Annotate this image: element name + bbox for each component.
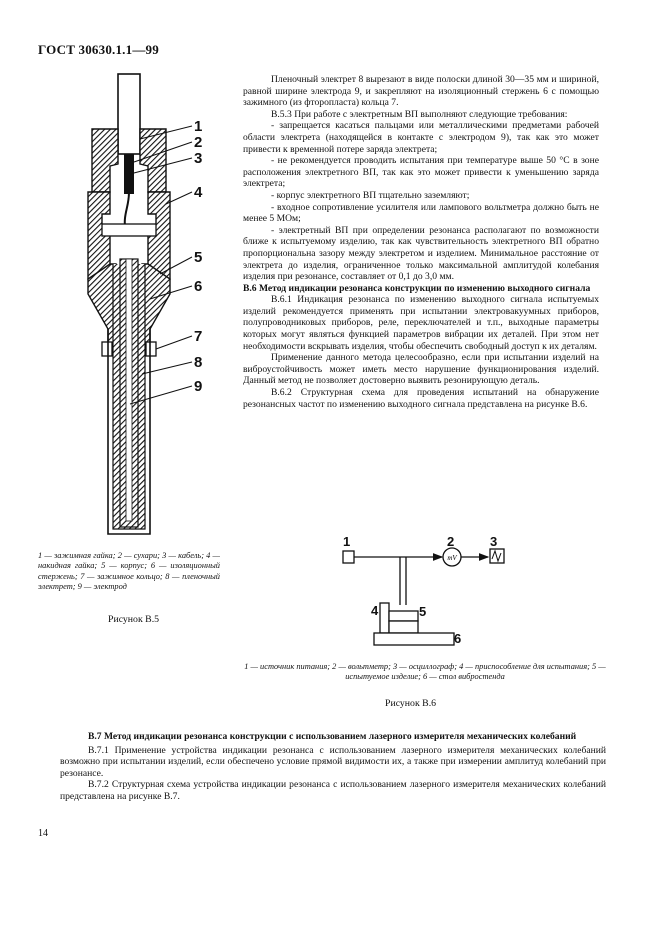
fig5-label-8: 8 [194, 354, 203, 371]
paragraph: - не рекомендуется проводить испытания при температуре выше 50 °С в зоне расположения электретного ВП, так как это может привести к уменьшению заряда электрета; [243, 155, 599, 190]
figure-b6-title: Рисунок В.6 [385, 698, 437, 709]
fig5-label-6: 6 [194, 278, 203, 295]
section-b6-title: В.6 Метод индикации резонанса конструкции по изменению выходного сигнала [243, 282, 591, 294]
paragraph: - корпус электретного ВП тщательно заземляют; [271, 189, 470, 201]
figure-b5-legend: 1 — зажимная гайка; 2 — сухари; 3 — кабель; 4 — накидная гайка; 5 — корпус; 6 — изоляционный стержень; 7 — зажимное кольцо; 8 — пленочный электрет; 9 — электрод [38, 551, 220, 592]
fig5-label-3: 3 [194, 150, 203, 167]
paragraph: - электретный ВП при определении резонанса располагают по возможности ближе к испытуемому изделию, так как чувствительность электретного ВП обратно пропорциональна зазору между электретом и изделием. Минимальное расстояние от электрета до изделия, ограниченное только максимальной амплитудой колебания изделия при резонансе, составляет от 0,1 до 3,0 мм. [243, 224, 599, 283]
fig6-label-2: 2 [447, 534, 455, 549]
paragraph: Пленочный электрет 8 вырезают в виде полоски длиной 30—35 мм и шириной, равной ширине электрода 9, и закрепляют на изоляционный стержень 6 с помощью зажимного (из фторопласта) кольца 7. [243, 74, 599, 109]
fig5-label-9: 9 [194, 378, 203, 395]
paragraph-b7-1: В.7.1 Применение устройства индикации резонанса с использованием лазерного измерителя механических колебаний возможно при испытании изделий, если обеспечено условие прямой видимости их, а также при измерении амплитуд колебаний при резонансе. [60, 744, 606, 779]
figure-b6-legend: 1 — источник питания; 2 — вольтметр; 3 — осциллограф; 4 — приспособление для испытания; 5 — испытуемое изделие; 6 — стол вибростенда [244, 662, 606, 682]
fig5-label-1: 1 [194, 118, 203, 135]
fig6-label-1: 1 [343, 534, 351, 549]
fig6-label-5: 5 [419, 604, 427, 619]
fig6-label-3: 3 [490, 534, 498, 549]
fig5-label-5: 5 [194, 249, 203, 266]
paragraph: В.6.1 Индикация резонанса по изменению выходного сигнала испытуемых изделий рекомендуется применять при испытании электровакуумных приборов, полупроводниковых приборов, реле, переключателей и т.п., выходные параметры которых могут являться функцией параметров вибрации их деталей. При этом нет необходимости вскрывать изделия, чтобы обеспечить свободный доступ к их деталям. [243, 294, 599, 352]
fig6-label-6: 6 [454, 631, 462, 646]
right-column-text [243, 74, 599, 410]
fig5-label-4: 4 [194, 184, 203, 201]
figure-b5-title: Рисунок В.5 [108, 614, 160, 625]
paragraph: - запрещается касаться пальцами или металлическими предметами рабочей области электрета (находящейся в контакте с электродом 9), так как это может привести к временной потере заряда электрета; [243, 120, 599, 155]
paragraph: Применение данного метода целесообразно, если при испытании изделий на виброустойчивость может иметь место нарушение функционирования изделий. Данный метод не позволяет достоверно выявить резонирующую деталь. [243, 352, 599, 387]
fig5-label-2: 2 [194, 134, 203, 151]
paragraph-b7-2: В.7.2 Структурная схема устройства индикации резонанса с использованием лазерного измерителя механических колебаний представлена на рисунке В.7. [60, 779, 606, 802]
figure-b6-drawing [330, 535, 600, 655]
voltmeter-mark: mV [447, 554, 457, 562]
fig5-label-7: 7 [194, 328, 203, 345]
page-number: 14 [38, 828, 48, 839]
fig6-label-4: 4 [371, 603, 379, 618]
paragraph: В.6.2 Структурная схема для проведения испытаний на обнаружение резонансных частот по изменению выходного сигнала представлена на рисунке В.6. [243, 387, 599, 410]
page-header: ГОСТ 30630.1.1—99 [38, 42, 159, 57]
section-b7-title: В.7 Метод индикации резонанса конструкции с использованием лазерного измерителя механических колебаний [88, 731, 577, 742]
paragraph: В.5.3 При работе с электретным ВП выполняют следующие требования: [271, 108, 568, 120]
section-b7 [60, 731, 606, 803]
paragraph: - входное сопротивление усилителя или лампового вольтметра должно быть не менее 5 МОм; [243, 201, 599, 225]
